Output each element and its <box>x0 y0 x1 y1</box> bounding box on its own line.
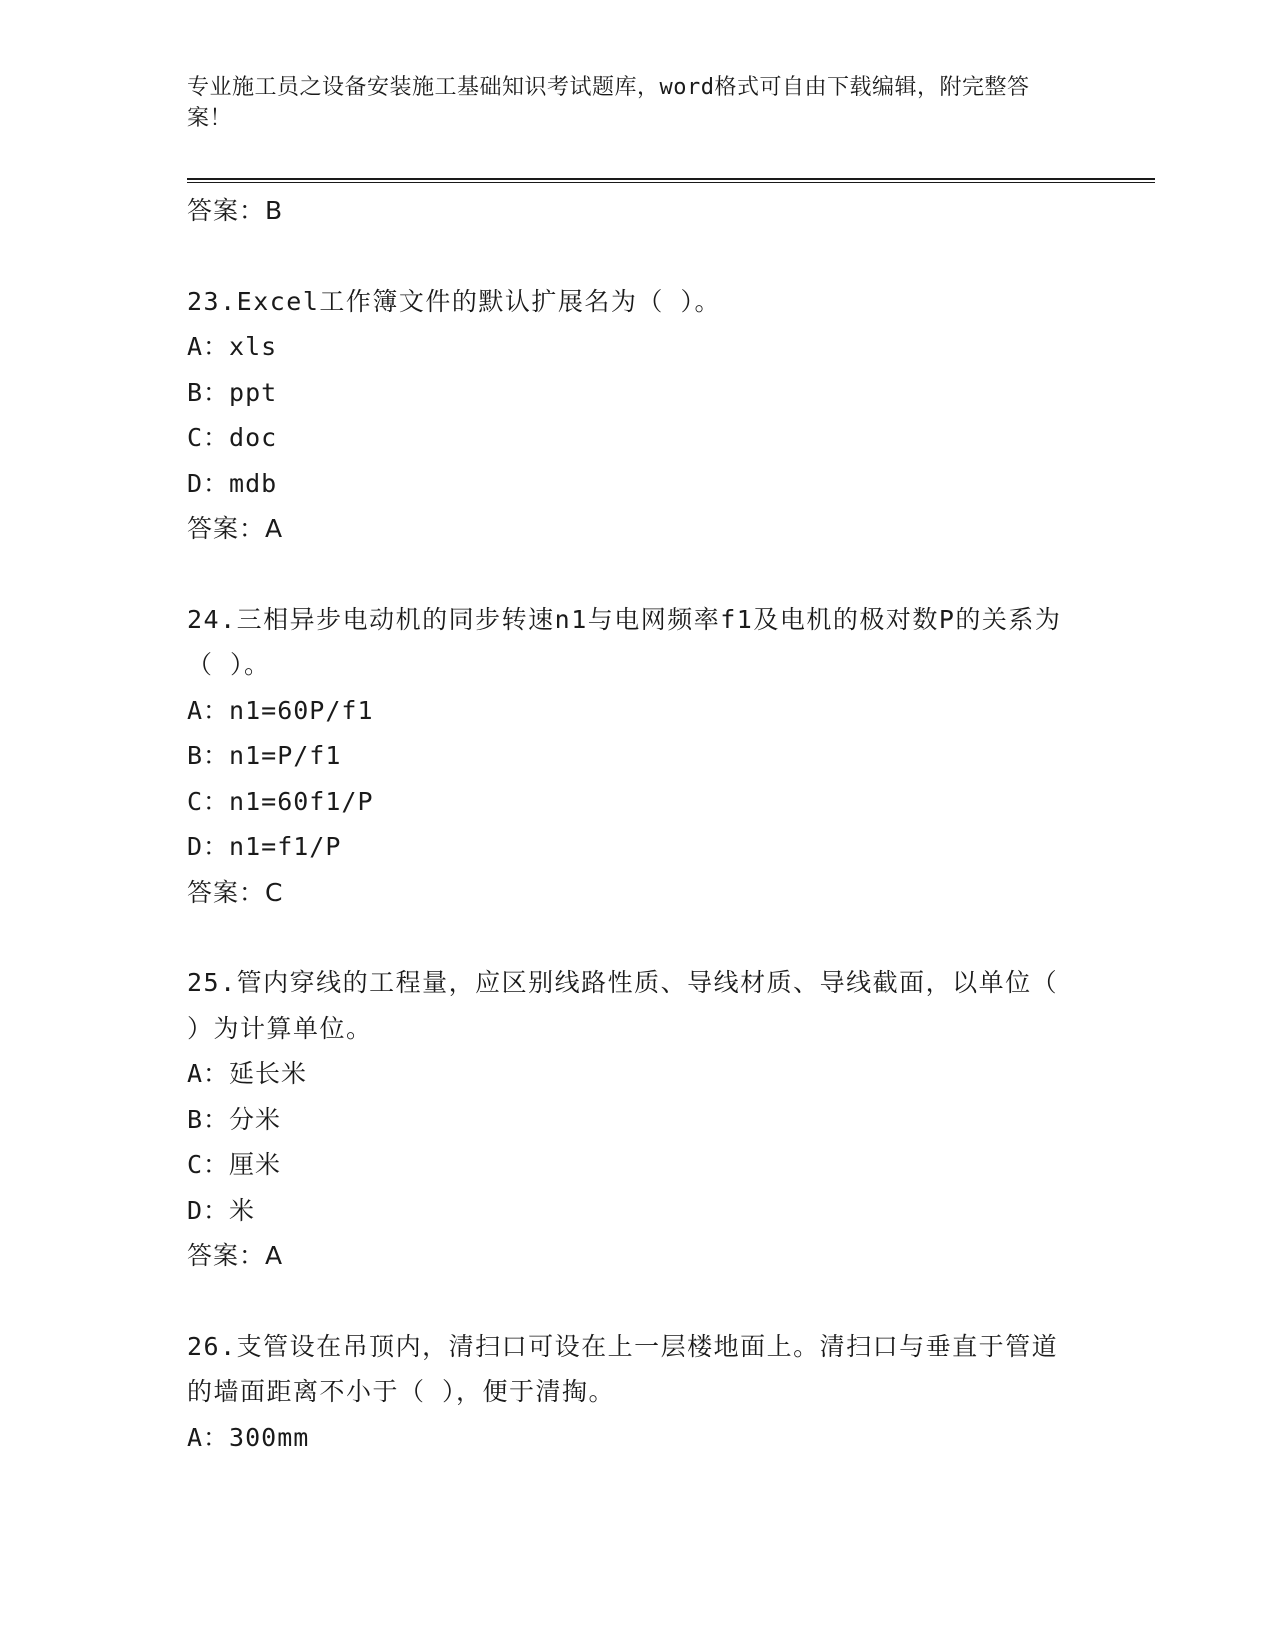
question-text: 25.管内穿线的工程量，应区别线路性质、导线材质、导线截面，以单位（ ）为计算单位。 <box>187 968 1059 1043</box>
question-23 <box>187 279 1157 552</box>
header-divider <box>187 178 1155 183</box>
option-d: D：米 <box>187 1195 256 1225</box>
option-a: A：300mm <box>187 1422 310 1452</box>
option-d: D：n1=f1/P <box>187 832 342 861</box>
option-a: A：xls <box>187 332 278 361</box>
question-24 <box>187 597 1157 916</box>
option-c: C：厘米 <box>187 1150 282 1179</box>
option-c: C：n1=60f1/P <box>187 786 374 816</box>
document-page <box>187 0 1157 1650</box>
option-c: C：doc <box>187 423 278 452</box>
page-header: 专业施工员之设备安装施工基础知识考试题库，word格式可自由下载编辑，附完整答案！ <box>187 75 1030 131</box>
question-text: 26.支管设在吊顶内，清扫口可设在上一层楼地面上。清扫口与垂直于管道的墙面距离不小于（ ），便于清掏。 <box>187 1331 1059 1406</box>
question-25 <box>187 960 1157 1279</box>
question-text: 24.三相异步电动机的同步转速n1与电网频率f1及电机的极对数P的关系为（ ）。 <box>187 604 1062 679</box>
answer-line: 答案：A <box>187 514 284 543</box>
answer-line: 答案：A <box>187 1241 284 1270</box>
option-b: B：分米 <box>187 1104 282 1134</box>
option-a: A：n1=60P/f1 <box>187 695 374 725</box>
option-b: B：ppt <box>187 377 278 407</box>
option-b: B：n1=P/f1 <box>187 741 342 770</box>
answer-line: 答案：C <box>187 877 284 907</box>
option-a: A：延长米 <box>187 1059 308 1088</box>
question-text: 23.Excel工作簿文件的默认扩展名为（ ）。 <box>187 286 721 316</box>
answer-line: 答案：B <box>187 196 284 225</box>
question-list <box>187 188 1157 1460</box>
question-26 <box>187 1324 1157 1461</box>
option-d: D：mdb <box>187 468 278 498</box>
